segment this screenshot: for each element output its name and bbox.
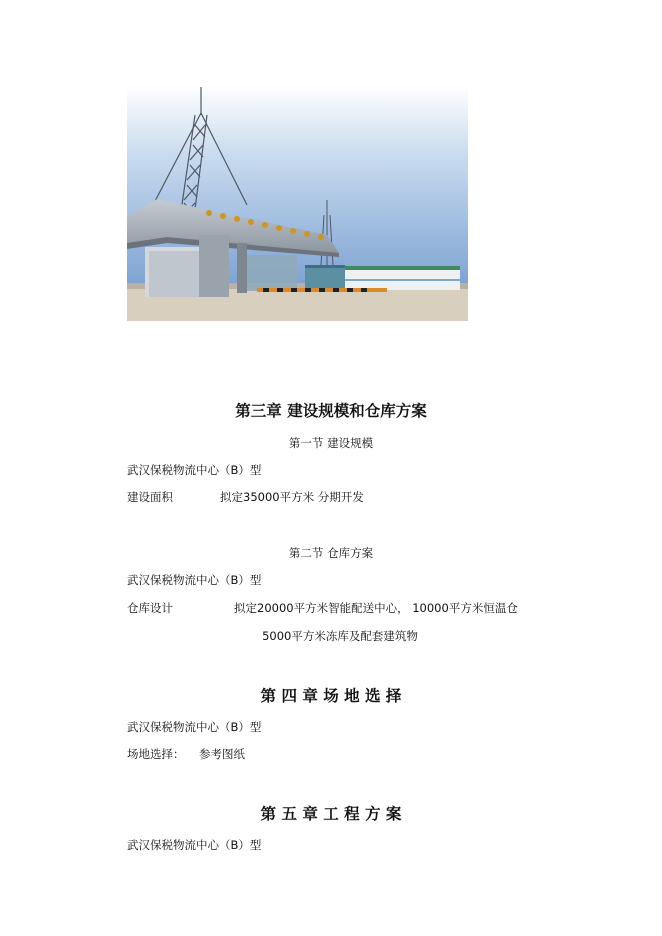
site-label: 场地选择： — [127, 747, 185, 761]
section2-project: 武汉保税物流中心（B）型 — [127, 573, 262, 587]
design-label: 仓库设计 — [127, 601, 173, 615]
design-row — [127, 600, 518, 616]
section2-title: 第二节 仓库方案 — [288, 546, 374, 560]
design-value: 拟定20000平方米智能配送中心， 10000平方米恒温仓 — [234, 601, 518, 615]
design-value-continued: 5000平方米冻库及配套建筑物 — [262, 629, 418, 643]
section1-title: 第一节 建设规模 — [288, 436, 374, 450]
chapter5-title: 第 五 章 工 程 方 案 — [260, 804, 402, 823]
glass-building — [305, 265, 345, 291]
area-row — [127, 489, 364, 505]
gate-photo — [127, 85, 468, 321]
chapter3-title: 第三章 建设规模和仓库方案 — [235, 401, 427, 420]
chapter4-title: 第 四 章 场 地 选 择 — [260, 686, 402, 705]
site-value: 参考图纸 — [199, 747, 245, 761]
area-label: 建设面积 — [127, 490, 173, 504]
chapter5-project: 武汉保税物流中心（B）型 — [127, 838, 262, 852]
chapter4-project: 武汉保税物流中心（B）型 — [127, 720, 262, 734]
warehouse-building — [342, 266, 460, 290]
area-value: 拟定35000平方米 分期开发 — [220, 490, 364, 504]
site-row — [127, 746, 245, 762]
section1-project: 武汉保税物流中心（B）型 — [127, 463, 262, 477]
gate-photo-illustration — [127, 85, 468, 321]
road-barrier — [257, 288, 387, 292]
